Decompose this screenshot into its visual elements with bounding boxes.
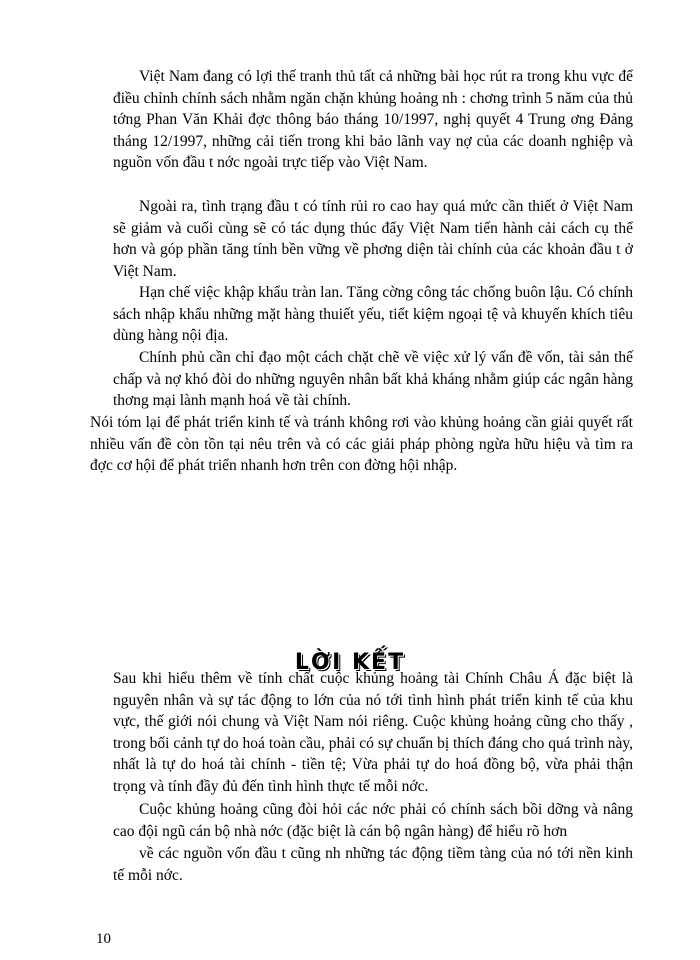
paragraph-vietnam-advantage: Việt Nam đang có lợi thế tranh thủ tất cả những bài học rút ra trong khu vực để điều chỉnh chính sách nhằm ngăn chặn khủng hoảng nh : chơng trình 5 năm của thủ tớng Phan Văn Khải đợc thông báo tháng 10/1997, nghị quyết 4 Trung ơng Đảng tháng 12/1997, những cải tiến trong khi bảo lãnh vay nợ của các doanh nghiệp và nguồn vốn đầu t nớc ngoài trực tiếp vào Việt Nam. [113, 68, 633, 171]
conclusion-heading: LỜI KẾT [294, 650, 406, 675]
paragraph-conclusion-intro: Sau khi hiểu thêm về tính chất cuộc khủng hoảng tài Chính Châu Á đặc biệt là nguyên nhân và sự tác động to lớn của nó tới tình hình phát triển kinh tế của khu vực, thế giới nói chung và Việt Nam nói riêng. Cuộc khủng hoảng cũng cho thấy , trong bối cảnh tự do hoá toàn cầu, phải có sự chuẩn bị thích đáng cho quá trình này, nhất là tự do hoá tài chính - tiền tệ; Vừa phải tự do hoá đồng bộ, vừa phải thận trọng và tính đầy đủ đến tình hình thực tế mỗi nớc. [113, 670, 633, 795]
paragraph-government-direction: Chính phủ cần chỉ đạo một cách chặt chẽ về việc xử lý vấn đề vốn, tài sản thế chấp và nợ khó đòi do những nguyên nhân bất khả kháng nhằm giúp các ngân hàng thơng mại lành mạnh hoá về tài chính. [113, 349, 633, 409]
page-number: 10 [96, 931, 111, 947]
paragraph-investment-risk: Ngoài ra, tình trạng đầu t có tính rủi ro cao hay quá mức cần thiết ở Việt Nam sẽ giảm và cuối cùng sẽ có tác dụng thúc đẩy Việt Nam tiến hành cải cách cụ thể hơn và góp phần tăng tính bền vững về phơng diện tài chính của các khoản đầu t ở Việt Nam. [113, 198, 633, 280]
paragraph-import-limits: Hạn chế việc khập khẩu tràn lan. Tăng cờng công tác chống buôn lậu. Có chính sách nhập khẩu những mặt hàng thuiết yếu, tiết kiệm ngoại tệ và khuyến khích tiêu dùng hàng nội địa. [113, 284, 633, 344]
paragraph-summary: Nói tóm lại để phát triển kinh tế và tránh không rơi vào khủng hoảng cần giải quyết rất nhiều vấn đề còn tồn tại nêu trên và có các giải pháp phòng ngừa hữu hiệu và tìm ra đợc cơ hội để phát triển nhanh hơn trên con đờng hội nhập. [90, 414, 633, 474]
paragraph-conclusion-demands: Cuộc khủng hoảng cũng đòi hỏi các nớc phải có chính sách bồi dỡng và nâng cao đội ngũ cán bộ nhà nớc (đặc biệt là cán bộ ngân hàng) để hiểu rõ hơn [113, 801, 633, 840]
paragraph-conclusion-capital: về các nguồn vốn đầu t cũng nh những tác động tiềm tàng của nó tới nền kinh tế mỗi nớc. [113, 845, 633, 884]
